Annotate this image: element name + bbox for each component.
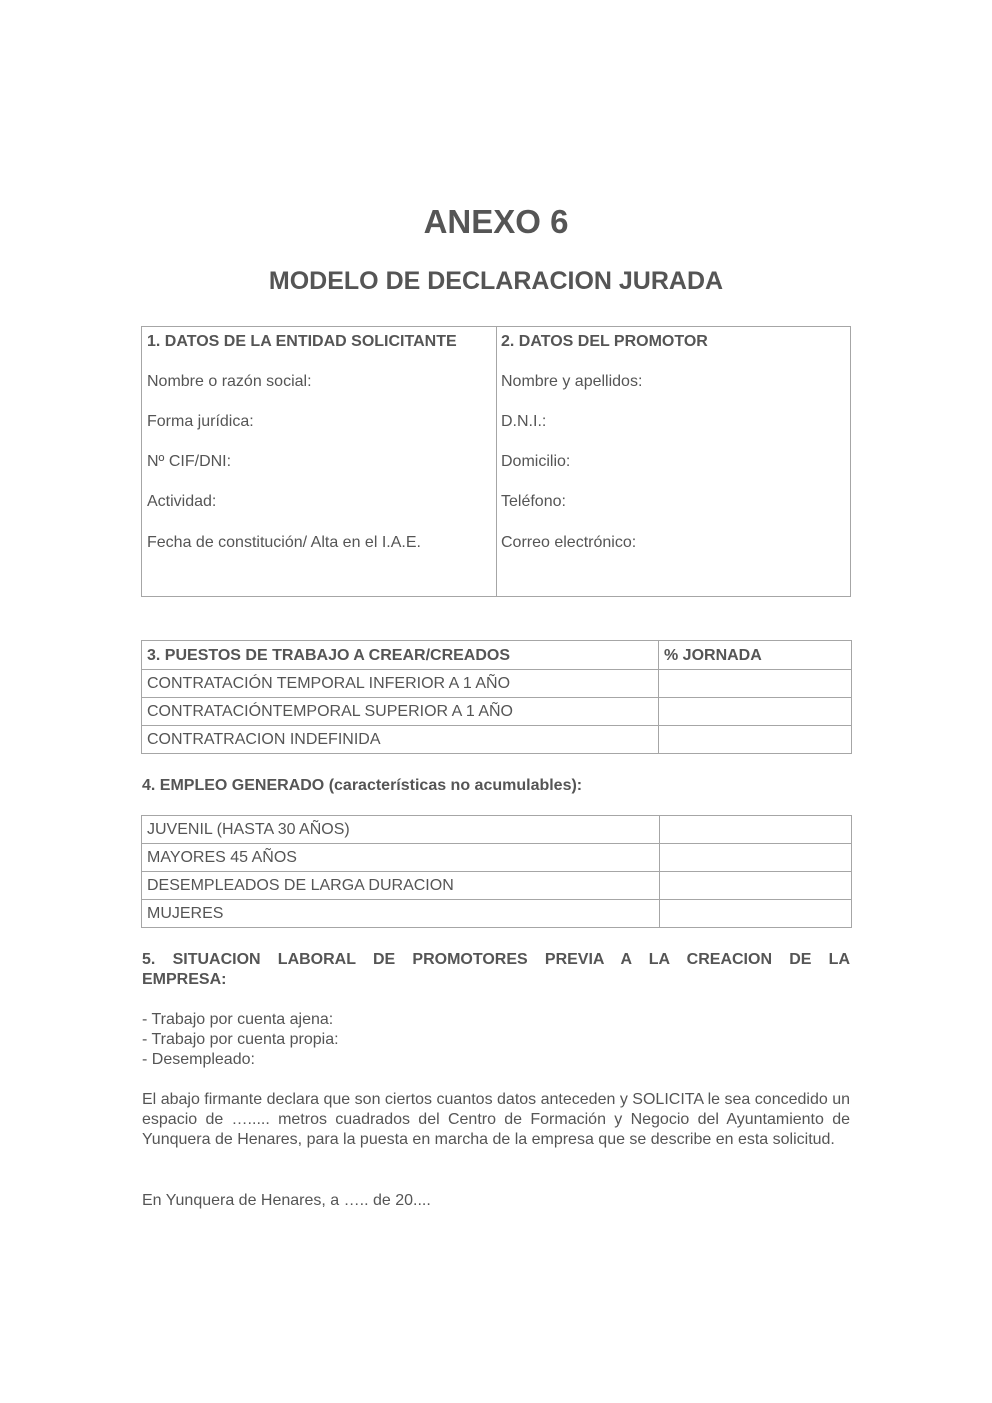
- section3-heading: 3. PUESTOS DE TRABAJO A CREAR/CREADOS: [142, 641, 659, 670]
- phone-label: Teléfono:: [501, 493, 566, 510]
- workday-percent-cell[interactable]: [659, 726, 852, 754]
- table-row: [142, 698, 852, 726]
- email-label: Correo electrónico:: [501, 534, 637, 551]
- employment-type-cell: MAYORES 45 AÑOS: [142, 844, 660, 872]
- employment-table: [141, 815, 852, 928]
- employment-type-cell: DESEMPLEADOS DE LARGA DURACION: [142, 872, 660, 900]
- job-type-cell: CONTRATACIÓNTEMPORAL SUPERIOR A 1 AÑO: [142, 698, 659, 726]
- section2-heading: 2. DATOS DEL PROMOTOR: [501, 333, 708, 350]
- jobs-table: [141, 640, 852, 754]
- employment-type-cell: JUVENIL (HASTA 30 AÑOS): [142, 816, 660, 844]
- workday-percent-header: % JORNADA: [659, 641, 852, 670]
- document-subtitle: MODELO DE DECLARACION JURADA: [268, 267, 724, 295]
- entity-name-label: Nombre o razón social:: [147, 373, 312, 390]
- list-item: - Desempleado:: [142, 1051, 255, 1068]
- table-row: [142, 816, 852, 844]
- list-item: - Trabajo por cuenta ajena:: [142, 1011, 334, 1028]
- list-item: - Trabajo por cuenta propia:: [142, 1031, 339, 1048]
- section1-heading: 1. DATOS DE LA ENTIDAD SOLICITANTE: [147, 333, 457, 350]
- place-date-line: En Yunquera de Henares, a ….. de 20....: [142, 1192, 431, 1209]
- promoter-name-label: Nombre y apellidos:: [501, 373, 643, 390]
- table-row: [142, 670, 852, 698]
- employment-status-list: [142, 1010, 850, 1070]
- employment-value-cell[interactable]: [660, 816, 852, 844]
- employment-value-cell[interactable]: [660, 872, 852, 900]
- table-row: [142, 900, 852, 928]
- cif-dni-label: Nº CIF/DNI:: [147, 453, 232, 470]
- job-type-cell: CONTRATACIÓN TEMPORAL INFERIOR A 1 AÑO: [142, 670, 659, 698]
- employment-value-cell[interactable]: [660, 900, 852, 928]
- entity-data-column: [142, 327, 497, 596]
- table-row: [142, 641, 852, 670]
- dni-label: D.N.I.:: [501, 413, 547, 430]
- workday-percent-cell[interactable]: [659, 698, 852, 726]
- legal-form-label: Forma jurídica:: [147, 413, 254, 430]
- job-type-cell: CONTRATRACION INDEFINIDA: [142, 726, 659, 754]
- workday-percent-cell[interactable]: [659, 670, 852, 698]
- section5-heading: 5. SITUACION LABORAL DE PROMOTORES PREVIA A LA CREACION DE LA EMPRESA:: [142, 951, 850, 988]
- employment-type-cell: MUJERES: [142, 900, 660, 928]
- declaration-paragraph: El abajo firmante declara que son ciertos cuantos datos anteceden y SOLICITA le sea concedido un espacio de …..... metros cuadrados del Centro de Formación y Negocio del Ayuntamiento de Yunquera de Henares, para la puesta en marcha de la empresa que se describe en esta solicitud.: [142, 1091, 850, 1148]
- section4-heading: 4. EMPLEO GENERADO (características no acumulables):: [142, 777, 583, 794]
- table-row: [142, 844, 852, 872]
- document-title: ANEXO 6: [423, 203, 569, 240]
- table-row: [142, 872, 852, 900]
- table-row: [142, 726, 852, 754]
- entity-promoter-table: [141, 326, 851, 597]
- activity-label: Actividad:: [147, 493, 217, 510]
- constitution-date-label: Fecha de constitución/ Alta en el I.A.E.: [147, 534, 421, 551]
- address-label: Domicilio:: [501, 453, 571, 470]
- promoter-data-column: [497, 327, 850, 596]
- employment-value-cell[interactable]: [660, 844, 852, 872]
